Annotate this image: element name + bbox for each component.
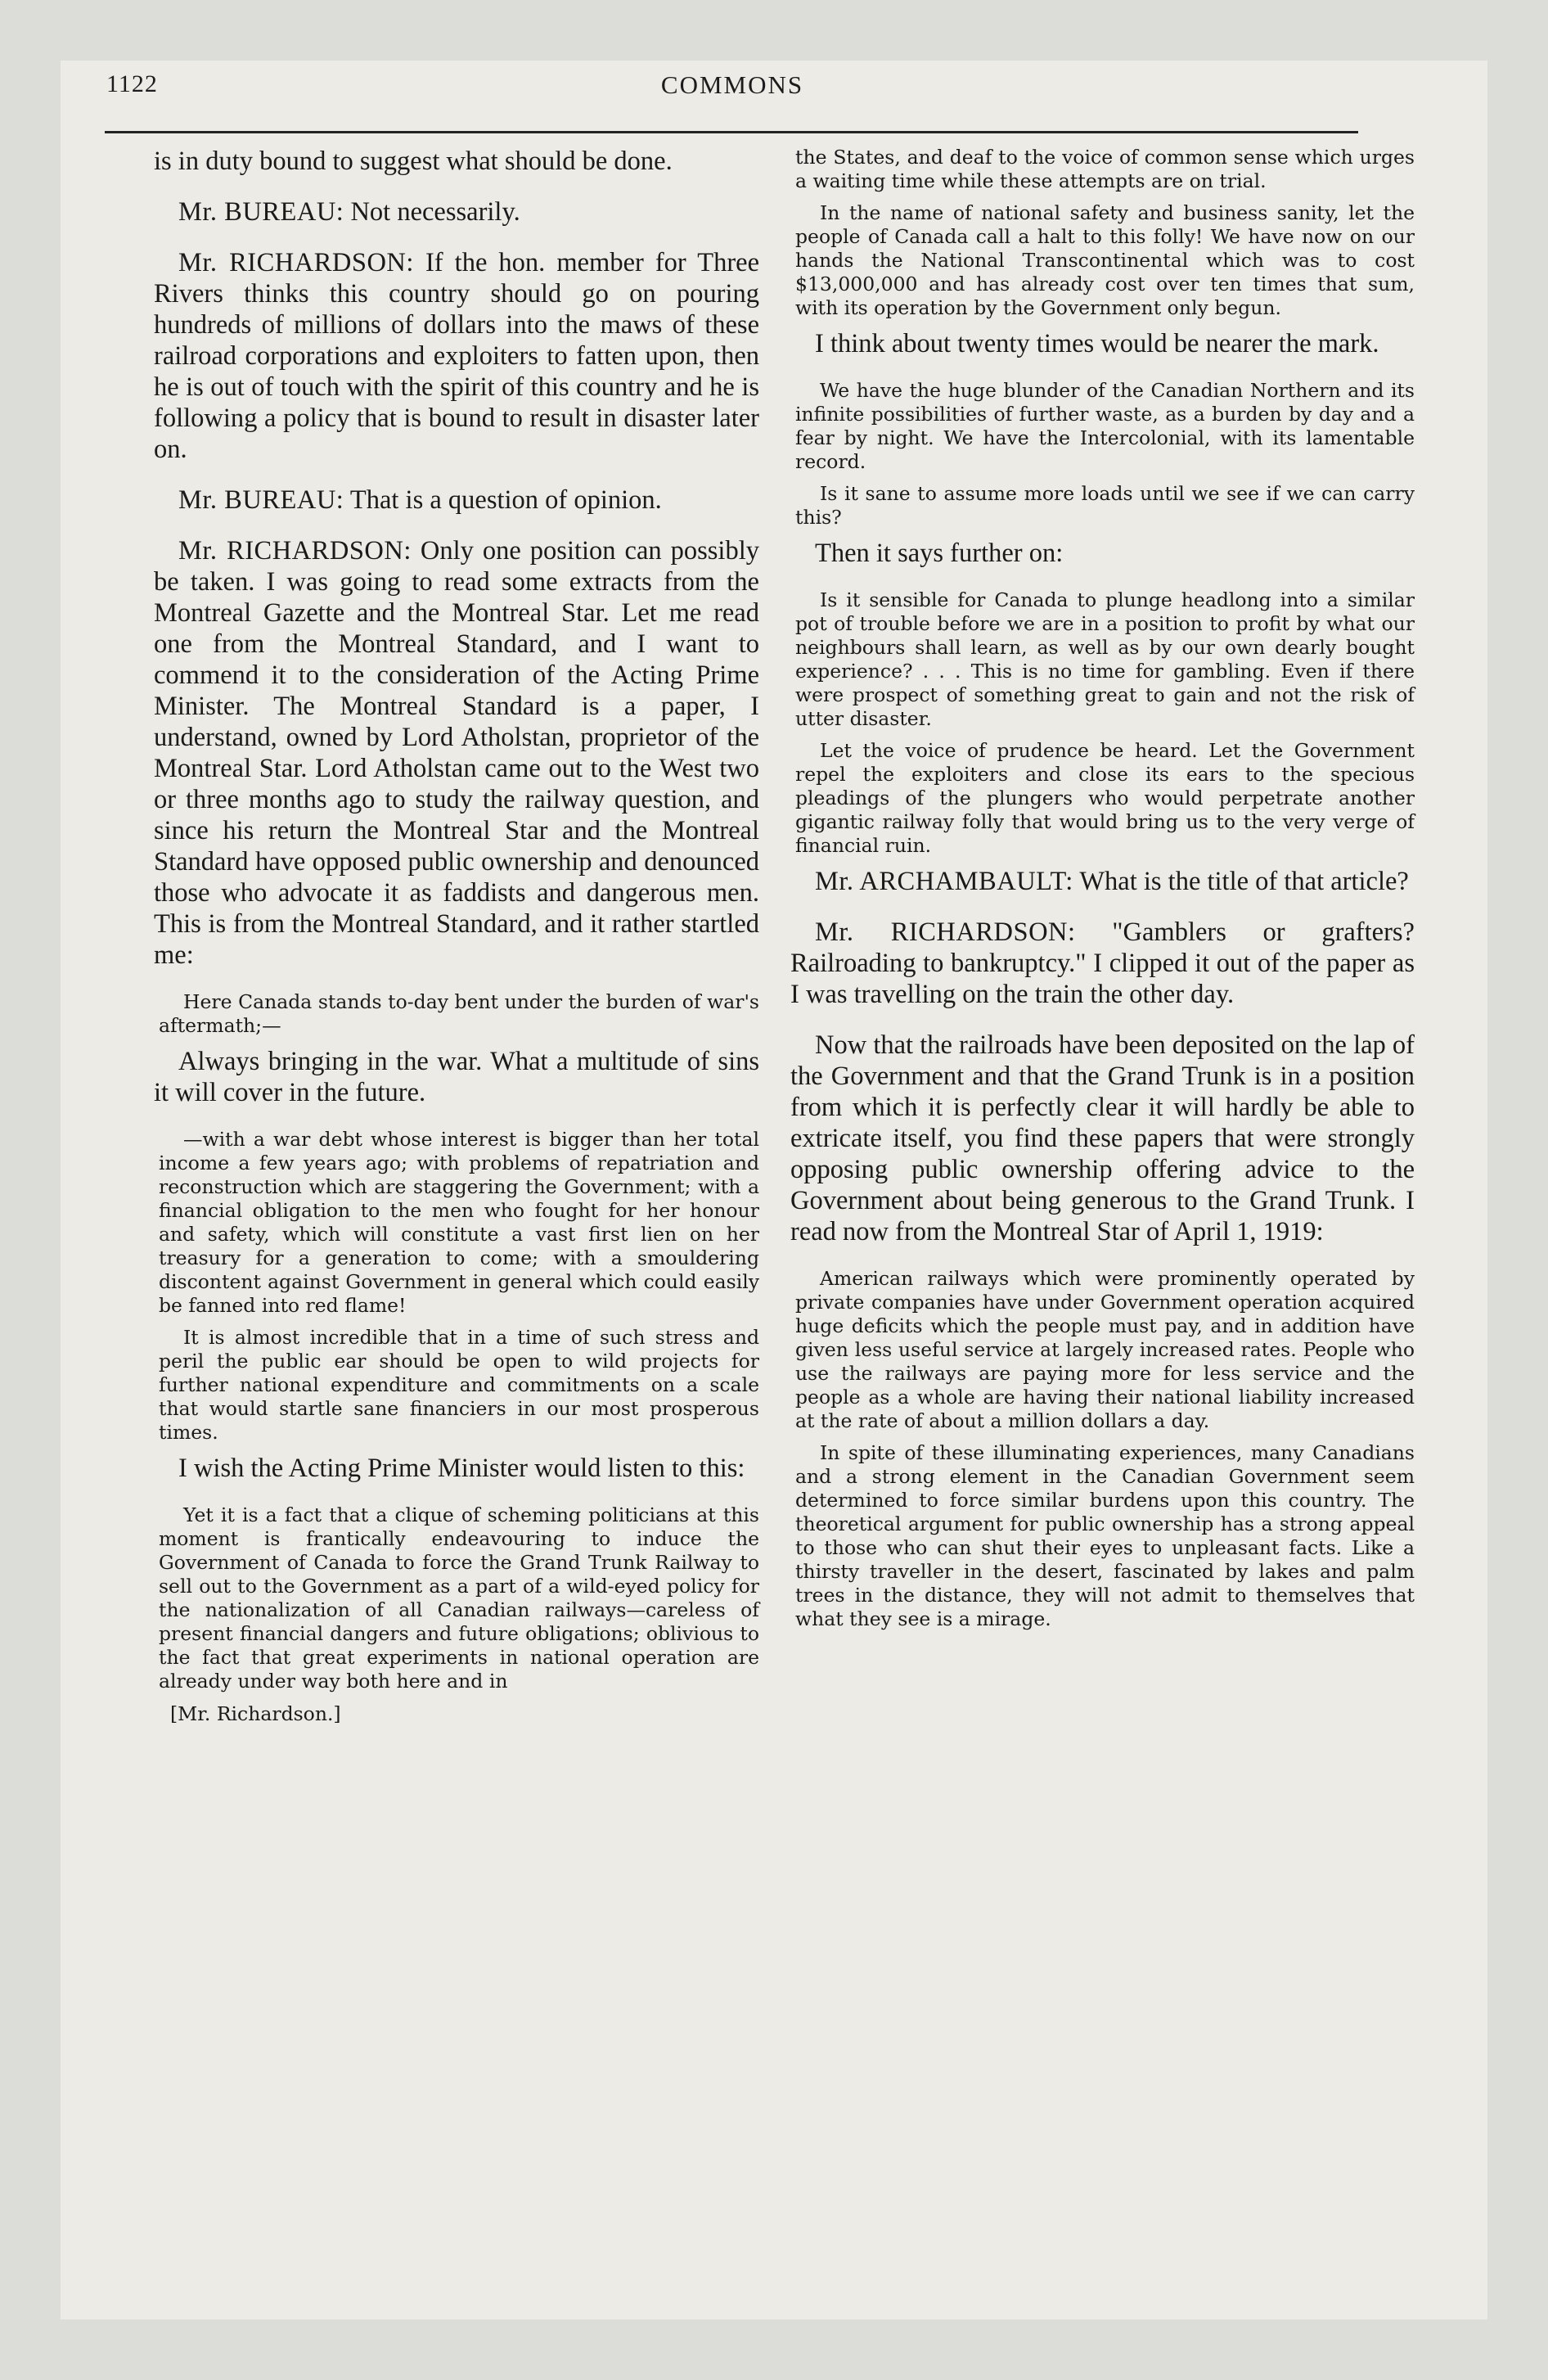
quoted-extract: Is it sane to assume more loads until we see if we can carry this?: [795, 482, 1415, 529]
quoted-extract: We have the huge blunder of the Canadian Northern and its infinite possibilities of further waste, as a burden by day and a fear by night. We have the Intercolonial, with its lamentable record.: [795, 379, 1415, 473]
speech-paragraph: Always bringing in the war. What a multitude of sins it will cover in the future.: [154, 1047, 759, 1107]
speech-paragraph: Mr. ARCHAMBAULT: What is the title of that article?: [815, 867, 1409, 896]
speech-paragraph: Mr. RICHARDSON: Only one position can possibly be taken. I was going to read some extracts from the Montreal Gazette and the Montreal Star. Let me read one from the Montreal Standard, and I want to commend it to the consideration of the Acting Prime Minister. The Montreal Standard is a paper, I understand, owned by Lord Atholstan, proprietor of the Montreal Star. Lord Atholstan came out to the West two or three months ago to study the railway question, and since his return the Montreal Star and the Montreal Standard have opposed public ownership and denounced those who advocate it as faddists and dangerous men. This is from the Montreal Standard, and it rather startled me:: [154, 536, 759, 970]
speech-paragraph: Mr. RICHARDSON: "Gamblers or grafters? Railroading to bankruptcy." I clipped it out of the paper as I was travelling on the train the other day.: [790, 917, 1415, 1009]
quoted-extract: In spite of these illuminating experiences, many Canadians and a strong element in the Canadian Government seem determined to force similar burdens upon this country. The theoretical argument for public ownership has a strong appeal to those who can shut their eyes to unpleasant facts. Like a thirsty traveller in the desert, fascinated by lakes and palm trees in the distance, they will not admit to themselves that what they see is a mirage.: [795, 1441, 1415, 1630]
speech-paragraph: is in duty bound to suggest what should be done.: [154, 146, 673, 176]
running-head: COMMONS: [660, 70, 804, 99]
quoted-extract: Here Canada stands to-day bent under the burden of war's aftermath;—: [159, 990, 759, 1037]
left-column: [154, 146, 759, 1726]
speaker-name: Mr. RICHARDSON:: [815, 917, 1076, 947]
quoted-extract: It is almost incredible that in a time of such stress and peril the public ear should be open to wild projects for further national expenditure and commitments on a scale that would startle sane financiers in our most prosperous times.: [159, 1326, 759, 1444]
speaker-signature: [Mr. Richardson.]: [170, 1702, 341, 1725]
quoted-extract: Let the voice of prudence be heard. Let the Government repel the exploiters and close its ears to the specious pleadings of the plungers who would perpetrate another gigantic railway folly that would bring us to the very verge of financial ruin.: [795, 739, 1415, 857]
speech-paragraph: Then it says further on:: [815, 539, 1064, 568]
quoted-extract: —with a war debt whose interest is bigger than her total income a few years ago; with problems of repatriation and reconstruction which are staggering the Government; with a financial obligation to the men who fought for her honour and safety, which will constitute a vast first lien on her treasury for a generation to come; with a smouldering discontent against Government in general which could easily be fanned into red flame!: [159, 1128, 759, 1317]
speech-paragraph: I think about twenty times would be nearer the mark.: [815, 329, 1379, 358]
speaker-name: Mr. BUREAU:: [178, 197, 344, 227]
speech-paragraph: Mr. BUREAU: That is a question of opinion.: [178, 485, 662, 515]
right-column: [790, 146, 1415, 1639]
quoted-extract: the States, and deaf to the voice of common sense which urges a waiting time while these attempts are on trial.: [795, 146, 1415, 192]
quoted-extract: Yet it is a fact that a clique of scheming politicians at this moment is frantically endeavouring to induce the Government of Canada to force the Grand Trunk Railway to sell out to the Government as a part of a wild-eyed policy for the nationalization of all Canadian railways—careless of present financial dangers and future obligations; oblivious to the fact that great experiments in national operation are already under way both here and in: [159, 1503, 759, 1693]
quoted-extract: In the name of national safety and business sanity, let the people of Canada call a halt to this folly! We have now on our hands the National Transcontinental which was to cost $13,000,000 and has already cost over ten times that sum, with its operation by the Government only begun.: [795, 201, 1415, 319]
speech-paragraph: I wish the Acting Prime Minister would listen to this:: [178, 1454, 745, 1483]
speech-paragraph: Mr. RICHARDSON: If the hon. member for Three Rivers thinks this country should go on pouring hundreds of millions of dollars into the maws of these railroad corporations and exploiters to fatten upon, then he is out of touch with the spirit of this country and he is following a policy that is bound to result in disaster later on.: [154, 248, 759, 464]
speaker-name: Mr. RICHARDSON:: [178, 248, 414, 277]
speech-paragraph: Now that the railroads have been deposited on the lap of the Government and that the Grand Trunk is in a position from which it is perfectly clear it will hardly be able to extricate itself, you find these papers that were strongly opposing public ownership offering advice to the Government about being generous to the Grand Trunk. I read now from the Montreal Star of April 1, 1919:: [790, 1030, 1415, 1246]
speech-paragraph: Mr. BUREAU: Not necessarily.: [178, 197, 520, 227]
speaker-name: Mr. RICHARDSON:: [178, 536, 412, 566]
page-number: 1122: [106, 70, 158, 97]
quoted-extract: American railways which were prominently operated by private companies have under Government operation acquired huge deficits which the people must pay, and in addition have given less useful service at largely increased rates. People who use the railways are paying more for less service and the people as a whole are having their national liability increased at the rate of about a million dollars a day.: [795, 1267, 1415, 1432]
speaker-name: Mr. ARCHAMBAULT:: [815, 867, 1073, 896]
header-rule: [105, 131, 1358, 133]
quoted-extract: Is it sensible for Canada to plunge headlong into a similar pot of trouble before we are in a position to profit by what our neighbours shall learn, as well as by our own dearly bought experience? . . . This is no time for gambling. Even if there were prospect of something great to gain and not the risk of utter disaster.: [795, 588, 1415, 730]
page-header: [106, 70, 1358, 119]
speaker-name: Mr. BUREAU:: [178, 485, 344, 515]
